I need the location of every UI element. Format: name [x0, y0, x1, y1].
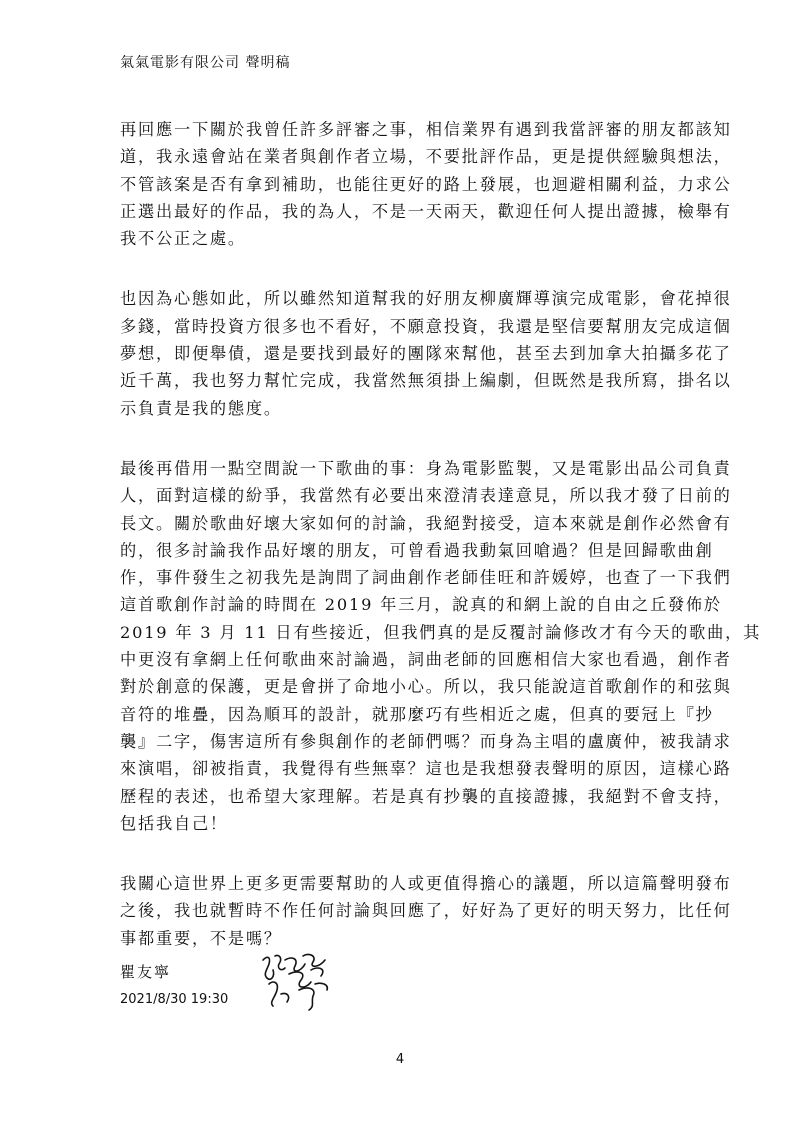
statement-body [120, 116, 762, 985]
text-line: 再回應一下關於我曾任許多評審之事，相信業界有遇到我當評審的朋友都該知 [120, 120, 732, 139]
text-line: 近千萬，我也努力幫忙完成，我當然無須掛上編劇，但既然是我所寫，掛名以 [120, 371, 732, 391]
text-line: 襲』二字，傷害這所有參與創作的老師們嗎？而身為主唱的盧廣仲，被我請求 [120, 731, 732, 751]
text-line: 我不公正之處。 [120, 229, 246, 249]
text-line: 多錢，當時投資方很多也不看好，不願意投資，我還是堅信要幫朋友完成這個 [120, 316, 732, 336]
text-line: 來演唱，卻被指責，我覺得有些無辜？這也是我想發表聲明的原因，這樣心路 [120, 759, 732, 779]
text-line: 對於創意的保護，更是會拼了命地小心。所以，我只能說這首歌創作的和弦與 [120, 677, 732, 697]
handwritten-signature [255, 950, 337, 1012]
text-line: 正選出最好的作品，我的為人，不是一天兩天，歡迎任何人提出證據，檢舉有 [120, 201, 732, 221]
text-line: 最後再借用一點空間說一下歌曲的事：身為電影監製，又是電影出品公司負責 [120, 458, 732, 478]
text-line: 也因為心態如此，所以雖然知道幫我的好朋友柳廣輝導演完成電影，會花掉很 [120, 289, 732, 309]
text-line: 的，很多討論我作品好壞的朋友，可曾看過我動氣回嗆過？但是回歸歌曲創 [120, 540, 714, 560]
signer-name: 瞿友寧 [120, 963, 172, 981]
text-line: 示負責是我的態度。 [120, 398, 282, 418]
text-line: 歷程的表述，也希望大家理解。若是真有抄襲的直接證據，我絕對不會支持， [120, 786, 732, 806]
text-line: 中更沒有拿網上任何歌曲來討論過，詞曲老師的回應相信大家也看過，創作者 [120, 650, 732, 670]
signature-datetime: 2021/8/30 19:30 [120, 992, 229, 1007]
text-line: 音符的堆疊，因為順耳的設計，就那麼巧有些相近之處，但真的要冠上『抄 [120, 704, 714, 724]
paragraph [120, 285, 732, 421]
text-line: 這首歌創作討論的時間在 2019 年三月，說真的和網上說的自由之丘發佈於 [120, 595, 722, 615]
text-line: 包括我自己！ [120, 813, 228, 833]
page-number: 4 [395, 1052, 405, 1067]
paragraph [120, 870, 732, 952]
paragraph [120, 116, 732, 252]
text-line: 作，事件發生之初我先是詢問了詞曲創作老師佳旺和許媛婷，也查了一下我們 [120, 568, 732, 588]
text-line: 2019 年 3 月 11 日有些接近，但我們真的是反覆討論修改才有今天的歌曲，其 [120, 622, 762, 642]
text-line: 我關心這世界上更多更需要幫助的人或更值得擔心的議題，所以這篇聲明發布 [120, 874, 732, 894]
text-line: 夢想，即便舉債，還是要找到最好的團隊來幫他，甚至去到加拿大拍攝多花了 [120, 344, 732, 364]
text-line: 人，面對這樣的紛爭，我當然有必要出來澄清表達意見，所以我才發了日前的 [120, 486, 732, 506]
text-line: 長文。關於歌曲好壞大家如何的討論，我絕對接受，這本來就是創作必然會有 [120, 513, 732, 533]
paragraph [120, 455, 762, 837]
document-header: 氣氣電影有限公司 聲明稿 [120, 55, 291, 71]
text-line: 事都重要，不是嗎？ [120, 928, 282, 948]
text-line: 之後，我也就暫時不作任何討論與回應了，好好為了更好的明天努力，比任何 [120, 901, 732, 921]
text-line: 道，我永遠會站在業者與創作者立場，不要批評作品，更是提供經驗與想法， [120, 147, 732, 167]
text-line: 不管該案是否有拿到補助，也能往更好的路上發展，也迴避相關利益，力求公 [120, 174, 732, 194]
